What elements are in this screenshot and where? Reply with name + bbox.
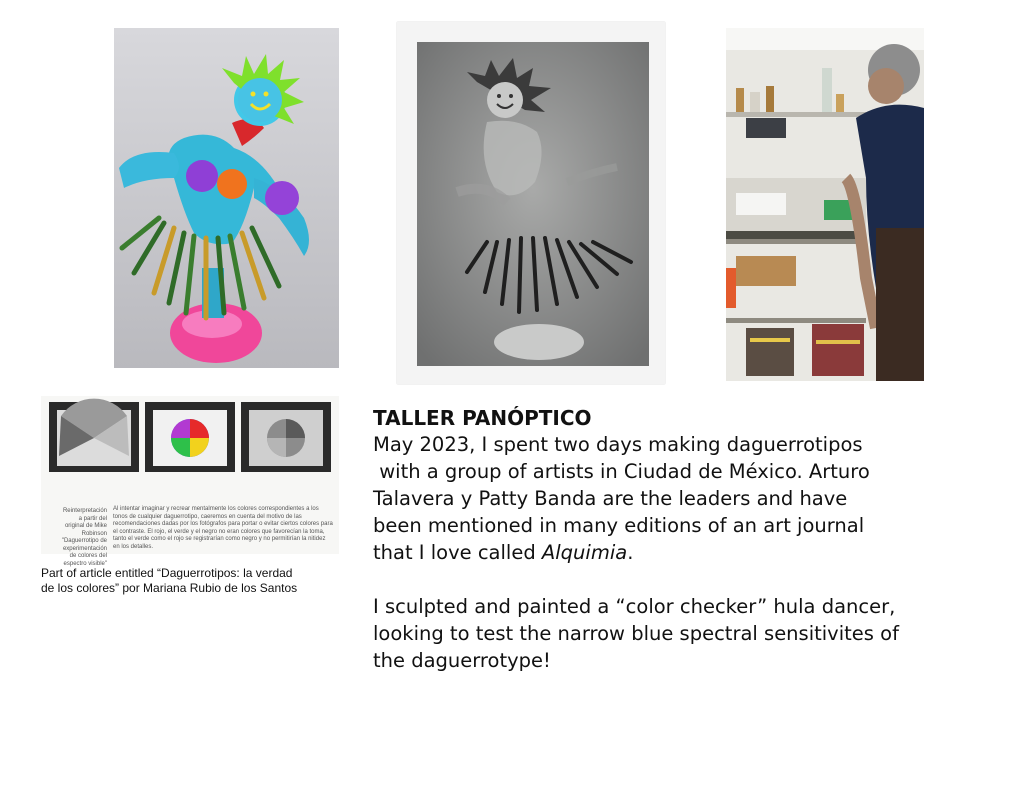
caption-line-1: Part of article entitled “Daguerrotipos: la verdad [41,566,293,580]
paragraph-2-line-2: looking to test the narrow blue spectral sensitivites of [373,622,899,645]
journal-name: Alquimia [541,541,628,564]
caption-line-2: de los colores” por Mariana Rubio de los Santos [41,581,298,595]
article-clipping [41,396,339,567]
paragraph-2-line-1: I sculpted and painted a “color checker” hula dancer, [373,595,896,618]
paragraph-1-line-2: with a group of artists in Ciudad de México. Arturo [373,460,870,483]
page-title: TALLER PANÓPTICO [373,406,592,430]
paragraph-1-line-1: May 2023, I spent two days making daguerrotipos [373,433,863,456]
sculpture-icon [114,28,339,368]
paragraph-1-line-3: Talavera y Patty Banda are the leaders and have [373,487,848,510]
studio-photo [726,28,924,381]
paragraph-1-line-5 [373,539,973,566]
sculpture-photo [114,28,339,368]
studio-icon [726,28,924,381]
article-body: Al intentar imaginar y recrear mentalmente los colores correspondientes a los tonos de cualquier daguerrotipo, caeremos en cuenta del motivo de las recomendaciones dadas por los fotógrafos para portar o evitar ciertos colores para el contraste. El rojo, el verde y el negro no eran colores que favorecían la toma, tanto el verde como el rojo se registrarían como negro y no permitirían la nitidez en los detalles. [113,506,333,550]
article-icon [41,396,339,476]
paragraph-1-line-4: been mentioned in many editions of an art journal [373,514,865,537]
daguerreotype-icon [417,42,649,366]
main-text [373,405,973,674]
article-caption [41,566,331,596]
article-side-note: Reinterpretación a partir del original de Mike Robinson "Daguerrotipo de experimentación de colores del espectro visible" [61,508,107,567]
daguerreotype-frame [397,22,665,384]
line-5-suffix: . [627,541,634,564]
paragraph-2-line-3: the daguerrotype! [373,649,551,672]
line-5-prefix: that I love called [373,541,542,564]
daguerreotype-plate [417,42,649,366]
